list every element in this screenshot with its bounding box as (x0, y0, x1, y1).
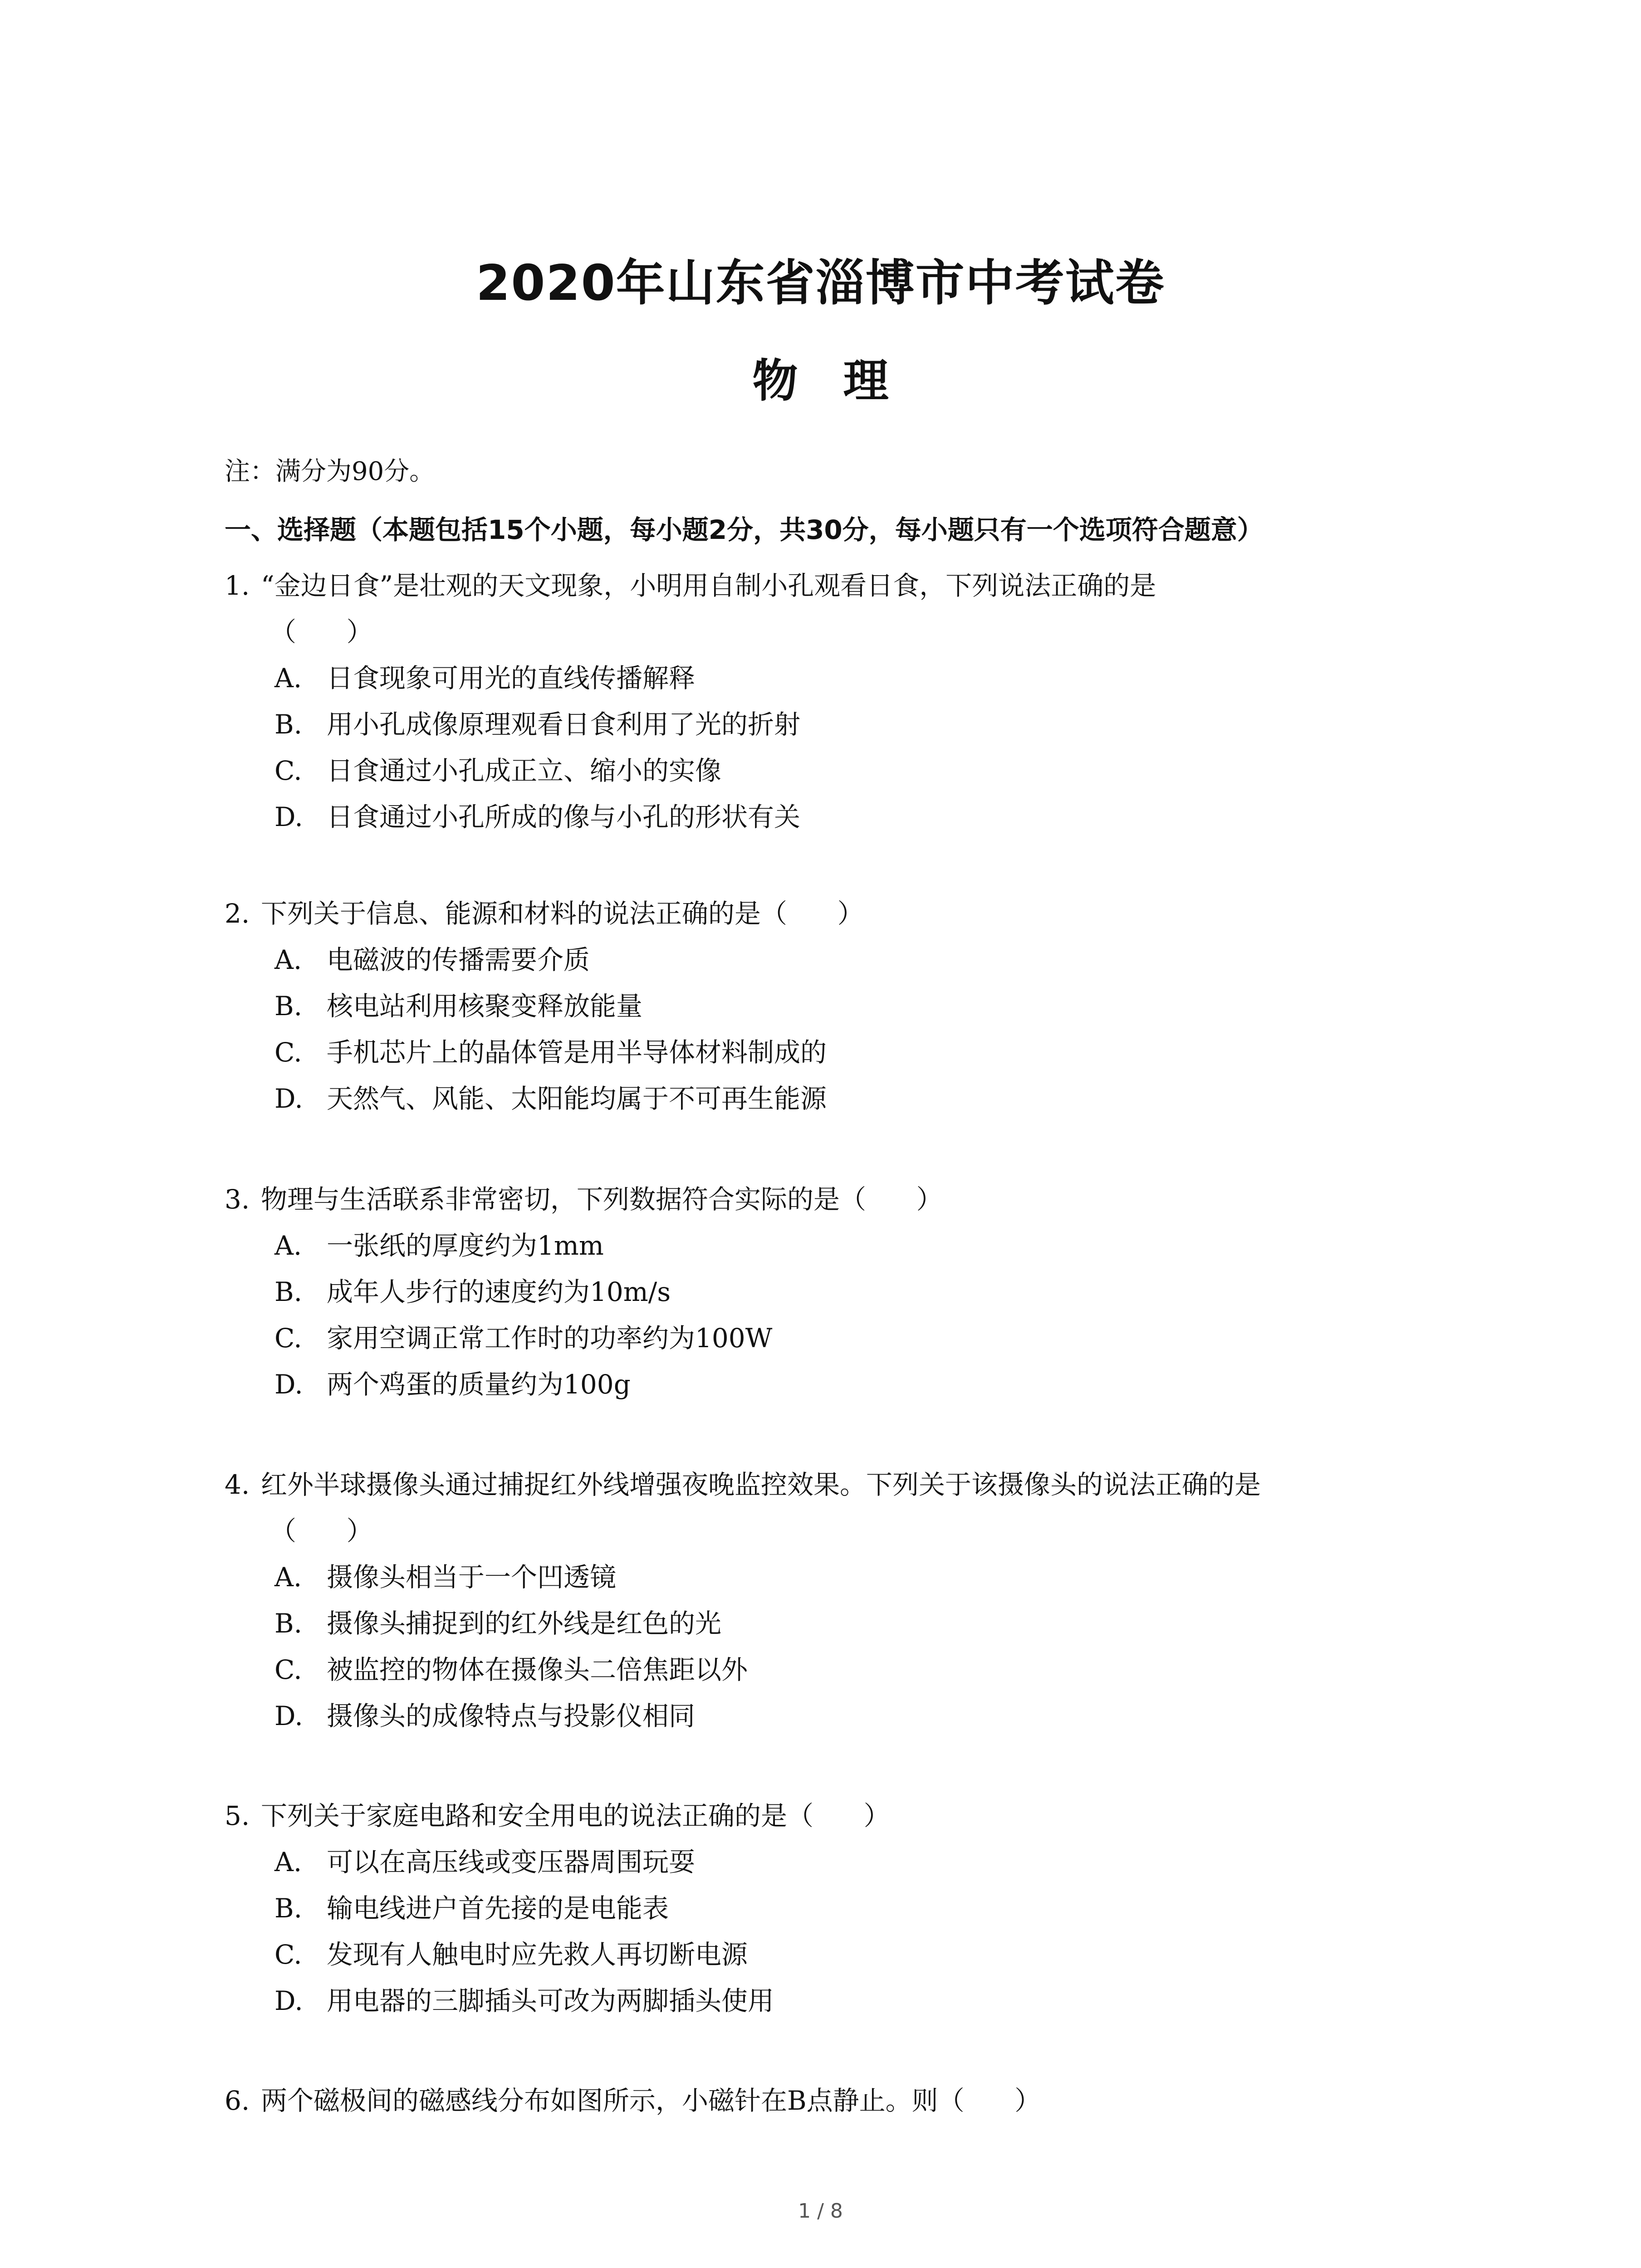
option-letter: C. (274, 1323, 302, 1354)
question-stem (225, 562, 1450, 609)
option-a (225, 1839, 1450, 1885)
option-b (225, 1600, 1450, 1647)
option-letter: C. (274, 1939, 302, 1970)
option-letter: B. (274, 1893, 303, 1924)
option-text: 两个鸡蛋的质量约为100g (327, 1369, 631, 1400)
option-text: 核电站利用核聚变释放能量 (327, 991, 643, 1022)
option-d (225, 794, 1450, 840)
option-text: 日食现象可用光的直线传播解释 (327, 663, 696, 694)
option-text: 用小孔成像原理观看日食利用了光的折射 (327, 709, 801, 740)
option-a (225, 1222, 1450, 1269)
question-1 (225, 562, 1450, 840)
option-letter: C. (274, 1654, 302, 1685)
option-a (225, 1554, 1450, 1600)
question-text: 下列关于家庭电路和安全用电的说法正确的是（ ） (261, 1800, 890, 1831)
option-a (225, 937, 1450, 983)
option-d (225, 1693, 1450, 1739)
question-stem (225, 1461, 1450, 1508)
question-number: 4. (225, 1469, 250, 1500)
option-text: 输电线进户首先接的是电能表 (327, 1893, 669, 1924)
option-letter: B. (274, 709, 303, 740)
option-letter: A. (274, 1562, 302, 1593)
answer-blank: （ ） (270, 616, 373, 647)
question-3 (225, 1176, 1450, 1408)
page-number: 1 / 8 (798, 2200, 843, 2223)
exam-title: 2020年山东省淄博市中考试卷 (476, 255, 1165, 312)
question-stem (225, 1793, 1450, 1839)
option-b (225, 1885, 1450, 1931)
option-text: 摄像头相当于一个凹透镜 (327, 1562, 617, 1593)
option-text: 日食通过小孔成正立、缩小的实像 (327, 755, 722, 786)
option-c (225, 1647, 1450, 1693)
option-d (225, 1075, 1450, 1122)
option-text: 发现有人触电时应先救人再切断电源 (327, 1939, 748, 1970)
exam-subject: 物理 (752, 354, 934, 407)
question-stem (225, 890, 1450, 937)
question-text: 两个磁极间的磁感线分布如图所示，小磁针在B点静止。则（ ） (261, 2085, 1041, 2116)
option-text: 电磁波的传播需要介质 (327, 944, 590, 975)
option-letter: A. (274, 944, 302, 975)
option-text: 用电器的三脚插头可改为两脚插头使用 (327, 1985, 774, 2016)
question-stem (225, 1176, 1450, 1222)
option-text: 日食通过小孔所成的像与小孔的形状有关 (327, 802, 801, 832)
option-a (225, 655, 1450, 701)
section-heading: 一、选择题（本题包括15个小题，每小题2分，共30分，每小题只有一个选项符合题意） (225, 514, 1264, 545)
option-text: 天然气、风能、太阳能均属于不可再生能源 (327, 1083, 827, 1114)
option-letter: C. (274, 755, 302, 786)
question-text: “金边日食”是壮观的天文现象，小明用自制小孔观看日食，下列说法正确的是 (261, 570, 1156, 601)
option-text: 成年人步行的速度约为10m/s (327, 1276, 671, 1307)
question-number: 6. (225, 2085, 250, 2116)
option-text: 可以在高压线或变压器周围玩耍 (327, 1847, 696, 1877)
question-number: 3. (225, 1184, 250, 1215)
option-letter: B. (274, 1276, 303, 1307)
option-c (225, 1029, 1450, 1075)
question-number: 5. (225, 1800, 250, 1831)
option-text: 摄像头捕捉到的红外线是红色的光 (327, 1608, 722, 1639)
question-text: 下列关于信息、能源和材料的说法正确的是（ ） (261, 898, 864, 929)
option-c (225, 748, 1450, 794)
option-letter: D. (274, 1369, 303, 1400)
option-letter: D. (274, 1985, 303, 2016)
option-letter: B. (274, 991, 303, 1022)
option-letter: A. (274, 1230, 302, 1261)
question-2 (225, 890, 1450, 1122)
option-letter: A. (274, 663, 302, 694)
question-6 (225, 2077, 1450, 2124)
option-c (225, 1315, 1450, 1361)
option-d (225, 1361, 1450, 1408)
question-5 (225, 1793, 1450, 2024)
option-letter: A. (274, 1847, 302, 1877)
option-letter: D. (274, 1083, 303, 1114)
option-text: 手机芯片上的晶体管是用半导体材料制成的 (327, 1037, 827, 1068)
option-b (225, 1269, 1450, 1315)
option-letter: D. (274, 802, 303, 832)
option-text: 被监控的物体在摄像头二倍焦距以外 (327, 1654, 748, 1685)
question-stem (225, 2077, 1450, 2124)
option-letter: C. (274, 1037, 302, 1068)
question-text: 红外半球摄像头通过捕捉红外线增强夜晚监控效果。下列关于该摄像头的说法正确的是 (261, 1469, 1261, 1500)
question-text: 物理与生活联系非常密切，下列数据符合实际的是（ ） (261, 1184, 943, 1215)
option-c (225, 1931, 1450, 1978)
option-d (225, 1978, 1450, 2024)
option-b (225, 701, 1450, 748)
option-b (225, 983, 1450, 1029)
option-letter: D. (274, 1701, 303, 1731)
score-note: 注：满分为90分。 (225, 457, 435, 486)
option-text: 一张纸的厚度约为1mm (327, 1230, 604, 1261)
question-4 (225, 1461, 1450, 1739)
option-text: 家用空调正常工作时的功率约为100W (327, 1323, 773, 1354)
option-letter: B. (274, 1608, 303, 1639)
option-text: 摄像头的成像特点与投影仪相同 (327, 1701, 696, 1731)
answer-blank: （ ） (270, 1515, 373, 1546)
question-number: 1. (225, 570, 250, 601)
question-number: 2. (225, 898, 250, 929)
